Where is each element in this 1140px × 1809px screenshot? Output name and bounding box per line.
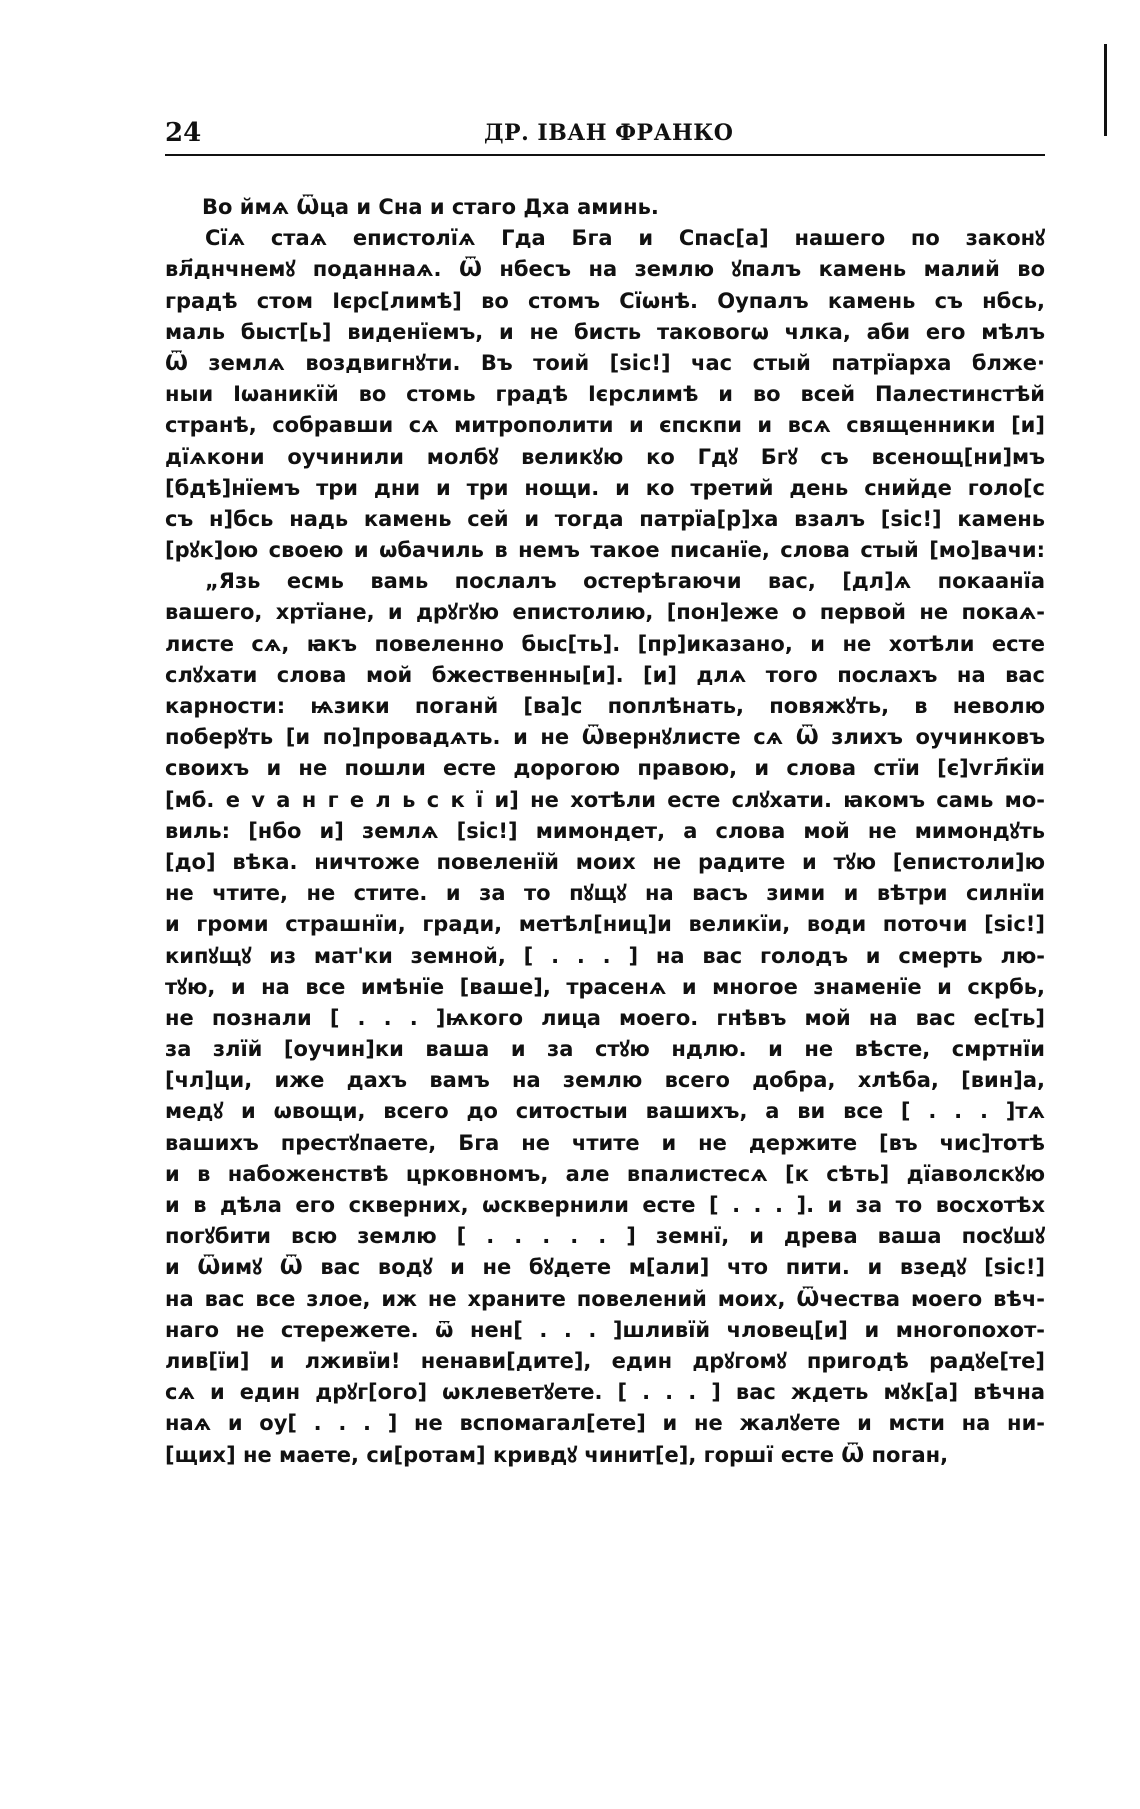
text-line: съ н]бсь надь камень сей и тогда патрїа[р]ха взалъ [sic!] камень <box>165 506 1045 531</box>
text-line: погꙋбити всю землю [ . . . . . ] земнї, и древа ваша посꙋшꙋ <box>165 1224 1045 1249</box>
text-line: и Ѿимꙋ Ѿ вас водꙋ и не бꙋдете м[али] что пити. и взедꙋ [sic!] <box>165 1255 1045 1280</box>
text-line: тꙋю, и на все имѣнїе [ваше], трасенѧ и многое знаменїе и скрбь, <box>165 974 1045 999</box>
text-line: вашихъ престꙋпаете, Бга не чтите и не держите [въ чис]тотѣ <box>165 1130 1045 1155</box>
text-line: сѧ и един дрꙋг[ого] ѡклеветꙋете. [ . . . ] вас ждеть мꙋк[а] вѣчна <box>165 1380 1045 1405</box>
text-line: странѣ, собравши сѧ митрополити и єпскпи и всѧ священники [и] <box>165 413 1045 438</box>
text-line: [щих] не маете, си[ротам] кривдꙋ чинит[е], горшї есте Ѿ поган, <box>165 1442 949 1467</box>
text-line: медꙋ и ѡвощи, всего до ситостыи вашихъ, а ви все [ . . . ]тѧ <box>165 1099 1045 1124</box>
text-line: градѣ стом Ієрс[лимѣ] во стомъ Сїѡнѣ. Оупалъ камень съ нбсь, <box>165 288 1045 313</box>
text-line: не чтите, не стите. и за то пꙋщꙋ на васъ зими и вѣтри силнїи <box>165 881 1045 906</box>
body-text <box>165 192 1045 1471</box>
text-line: своихъ и не пошли есте дорогою правою, и слова стїи [є]vгл҃кїи <box>165 756 1045 781</box>
text-line: на вас все злое, иж не храните повелений моих, Ѿчества моего вѣч- <box>165 1286 1045 1311</box>
text-line: виль: [нбо и] землѧ [sic!] мимондет, а слова мой не мимондꙋть <box>165 818 1045 843</box>
text-line: вл҃днчнемꙋ поданнаѧ. Ѿ нбесъ на землю ꙋпалъ камень малий во <box>165 257 1045 282</box>
text-line: не познали [ . . . ]ѩкого лица моего. гнѣвъ мой на вас ес[ть] <box>165 1005 1045 1030</box>
text-line: [бдѣ]нїемъ три дни и три нощи. и ко третий день снийде голо[с <box>165 475 1045 500</box>
text-line: слꙋхати слова мой бжественны[и]. [и] длѧ того послахъ на вас <box>165 662 1045 687</box>
text-line: наго не стережете. ѿ нен[ . . . ]шливїй чловец[и] и многопохот- <box>165 1317 1045 1342</box>
text-line: дїѧкони оучинили молбꙋ великꙋю ко Гдꙋ Бгꙋ съ всенощ[ни]мъ <box>165 444 1045 469</box>
text-line: лив[їи] и лживїи! ненави[дите], един дрꙋгомꙋ пригодѣ радꙋе[те] <box>165 1348 1045 1373</box>
page-header <box>165 116 1045 156</box>
text-line: карности: ѩзики поганй [ва]с поплѣнать, повяжꙋть, в неволю <box>165 694 1045 718</box>
text-line: [до] вѣка. ничтоже повеленїй моих не радите и тꙋю [епистоли]ю <box>165 849 1045 874</box>
text-line: вашего, хртїане, и дрꙋгꙋю епистолию, [пон]еже о первой не покаѧ- <box>165 600 1045 625</box>
text-line: и громи страшнїи, гради, метѣл[ниц]и великїи, води поточи [sic!] <box>165 912 1045 937</box>
text-line: и в дѣла его скверних, ѡсквернили есте [ . . . ]. и за то восхотѣх <box>165 1193 1045 1217</box>
text-line: маль быст[ь] виденїемъ, и не бисть таковогω члка, аби его мѣлъ <box>165 319 1045 344</box>
text-line: Во ймѧ Ѿца и Сна и стаго Дха аминь. <box>202 195 659 219</box>
text-line: [чл]ци, иже дахъ вамъ на землю всего добра, хлѣба, [вин]а, <box>165 1068 1045 1093</box>
margin-rule <box>1104 44 1107 136</box>
text-line: кипꙋщꙋ из мат'ки земной, [ . . . ] на вас голодъ и смерть лю- <box>165 943 1045 968</box>
text-line: [рꙋк]ою своею и ѡбачиль в немъ такое писанїе, слова стый [мо]вачи: <box>165 538 1045 563</box>
header-rule <box>165 154 1045 156</box>
text-line: Сїѧ стаѧ епистолїѧ Гда Бга и Спас[а] нашего по законꙋ <box>205 226 1045 251</box>
text-line: ныи Іѡаникїй во стомь градѣ Ієрслимѣ и во всей Палестинстѣй <box>165 382 1045 407</box>
text-line: „Язь есмь вамь послалъ остерѣгаючи вас, [дл]ѧ покаанїа <box>205 569 1045 594</box>
text-line: Ѿ землѧ воздвигнꙋти. Въ тоий [sic!] час стый патрїарха блже· <box>165 350 1045 375</box>
running-head: ДР. ІВАН ФРАНКО <box>484 120 734 146</box>
text-line: наѧ и оу[ . . . ] не вспомагал[ете] и не жалꙋете и мсти на ни- <box>165 1411 1045 1436</box>
text-line: [мб. е v а н г е л ь с к ї и] не хотѣли есте слꙋхати. ꙗкомъ самь мо- <box>165 787 1045 812</box>
page-number: 24 <box>165 118 202 148</box>
text-line: листе сѧ, ꙗкъ повеленно быс[ть]. [пр]иказано, и не хотѣли есте <box>165 631 1045 656</box>
text-line: поберꙋть [и по]провадѧть. и не Ѿвернꙋлисте сѧ Ѿ злихъ оучинковъ <box>165 725 1045 750</box>
text-line: за злїй [оучин]ки ваша и за стꙋю ндлю. и не вѣсте, смртнїи <box>165 1037 1045 1062</box>
text-line: и в набоженствѣ црковномъ, але впалистесѧ [к сѣть] дїаволскꙋю <box>165 1161 1045 1186</box>
